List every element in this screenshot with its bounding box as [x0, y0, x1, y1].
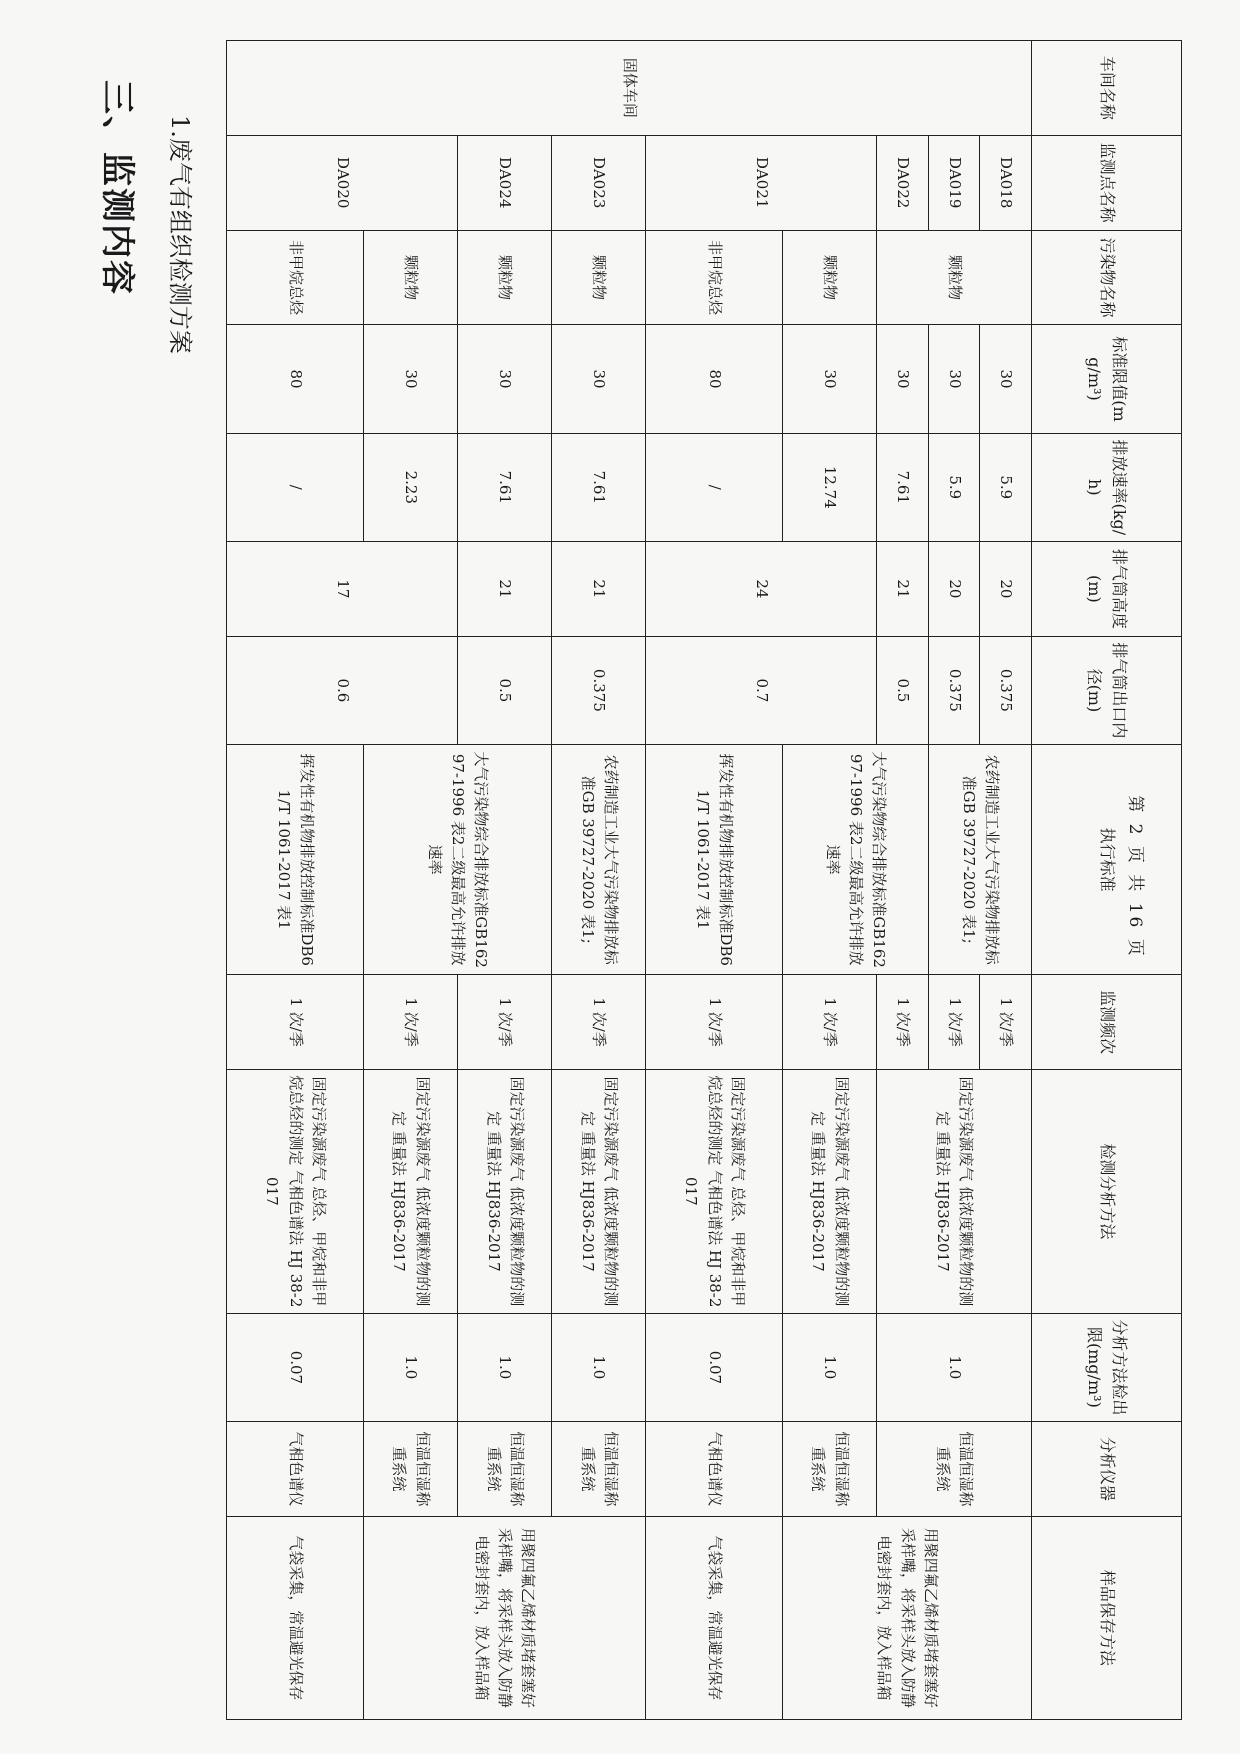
rate-cell: 5.9 — [928, 433, 980, 541]
pollutant-cell: 非甲烷总烃 — [227, 230, 364, 325]
frequency-cell: 1 次/季 — [928, 975, 980, 1070]
instrument-cell: 恒温恒湿称重系统 — [782, 1422, 876, 1517]
standard-cell: 大气污染物综合排放标准GB16297-1996 表2二级最高允许排放速率 — [363, 745, 551, 975]
header-detect-limit: 分析方法检出限(mg/m³) — [1032, 1313, 1182, 1421]
detect-limit-cell: 1.0 — [457, 1313, 551, 1421]
detect-limit-cell: 1.0 — [877, 1313, 1032, 1421]
diameter-cell: 0.375 — [980, 636, 1032, 744]
limit-cell: 30 — [877, 325, 929, 433]
method-cell: 固定污染源废气 低浓度颗粒物的测定 重量法 HJ836-2017 — [363, 1070, 457, 1314]
monitoring-table — [226, 40, 1182, 1720]
limit-cell: 80 — [646, 325, 783, 433]
preservation-cell: 用聚四氟乙烯材质堵套塞好采样嘴，将采样头放入防静电密封套内，放入样品箱 — [363, 1516, 645, 1719]
diameter-cell: 0.5 — [457, 636, 551, 744]
header-method: 检测分析方法 — [1032, 1070, 1182, 1314]
method-cell: 固定污染源废气 低浓度颗粒物的测定 重量法 HJ836-2017 — [782, 1070, 876, 1314]
limit-cell: 30 — [782, 325, 876, 433]
header-workshop: 车间名称 — [1032, 41, 1182, 136]
header-point: 监测点名称 — [1032, 135, 1182, 230]
header-standard: 执行标准 — [1032, 745, 1182, 975]
rate-cell: / — [227, 433, 364, 541]
rate-cell: 2.23 — [363, 433, 457, 541]
table-row — [646, 41, 783, 1720]
height-cell: 21 — [552, 541, 646, 636]
detect-limit-cell: 1.0 — [782, 1313, 876, 1421]
preservation-cell: 气袋采集，常温避光保存 — [646, 1516, 783, 1719]
preservation-cell: 气袋采集，常温避光保存 — [227, 1516, 364, 1719]
rate-cell: 7.61 — [457, 433, 551, 541]
frequency-cell: 1 次/季 — [552, 975, 646, 1070]
diameter-cell: 0.5 — [877, 636, 929, 744]
standard-cell: 农药制造工业大气污染物排放标准GB 39727-2020 表1; — [928, 745, 1031, 975]
height-cell: 21 — [877, 541, 929, 636]
frequency-cell: 1 次/季 — [363, 975, 457, 1070]
rate-cell: 7.61 — [877, 433, 929, 541]
method-cell: 固定污染源废气 低浓度颗粒物的测定 重量法 HJ836-2017 — [877, 1070, 1032, 1314]
point-cell: DA023 — [552, 135, 646, 230]
header-height: 排气筒高度(m) — [1032, 541, 1182, 636]
page-footer: 第 2 页 共 16 页 — [1125, 795, 1145, 959]
frequency-cell: 1 次/季 — [646, 975, 783, 1070]
diameter-cell: 0.375 — [552, 636, 646, 744]
table-row — [552, 41, 646, 1720]
table-row — [980, 41, 1032, 1720]
rate-cell: / — [646, 433, 783, 541]
standard-cell: 挥发性有机物排放控制标准DB61/T 1061-2017 表1 — [227, 745, 364, 975]
height-cell: 21 — [457, 541, 551, 636]
monitoring-table-wrapper — [226, 40, 1182, 1720]
instrument-cell: 气相色谱仪 — [227, 1422, 364, 1517]
method-cell: 固定污染源废气 低浓度颗粒物的测定 重量法 HJ836-2017 — [552, 1070, 646, 1314]
pollutant-cell: 颗粒物 — [552, 230, 646, 325]
pollutant-cell: 颗粒物 — [457, 230, 551, 325]
height-cell: 17 — [227, 541, 458, 636]
rate-cell: 12.74 — [782, 433, 876, 541]
pollutant-cell: 颗粒物 — [782, 230, 876, 325]
point-cell: DA018 — [980, 135, 1032, 230]
pollutant-cell: 颗粒物 — [363, 230, 457, 325]
point-cell: DA021 — [646, 135, 877, 230]
instrument-cell: 恒温恒湿称重系统 — [363, 1422, 457, 1517]
method-cell: 固定污染源废气 低浓度颗粒物的测定 重量法 HJ836-2017 — [457, 1070, 551, 1314]
frequency-cell: 1 次/季 — [980, 975, 1032, 1070]
header-instrument: 分析仪器 — [1032, 1422, 1182, 1517]
diameter-cell: 0.375 — [928, 636, 980, 744]
frequency-cell: 1 次/季 — [457, 975, 551, 1070]
detect-limit-cell: 1.0 — [552, 1313, 646, 1421]
header-pollutant: 污染物名称 — [1032, 230, 1182, 325]
detect-limit-cell: 1.0 — [363, 1313, 457, 1421]
detect-limit-cell: 0.07 — [227, 1313, 364, 1421]
pollutant-cell: 颗粒物 — [877, 230, 1032, 325]
rate-cell: 7.61 — [552, 433, 646, 541]
frequency-cell: 1 次/季 — [782, 975, 876, 1070]
standard-cell: 大气污染物综合排放标准GB16297-1996 表2二级最高允许排放速率 — [782, 745, 928, 975]
header-rate: 排放速率(kg/h) — [1032, 433, 1182, 541]
header-frequency: 监测频次 — [1032, 975, 1182, 1070]
height-cell: 20 — [980, 541, 1032, 636]
preservation-cell: 用聚四氟乙烯材质堵套塞好采样嘴，将采样头放入防静电密封套内，放入样品箱 — [782, 1516, 1031, 1719]
point-cell: DA019 — [928, 135, 980, 230]
limit-cell: 30 — [552, 325, 646, 433]
height-cell: 20 — [928, 541, 980, 636]
limit-cell: 30 — [457, 325, 551, 433]
header-diameter: 排气筒出口内径(m) — [1032, 636, 1182, 744]
method-cell: 固定污染源废气 总烃、甲烷和非甲烷总烃的测定 气相色谱法 HJ 38-2017 — [646, 1070, 783, 1314]
table-row — [457, 41, 551, 1720]
pollutant-cell: 非甲烷总烃 — [646, 230, 783, 325]
header-preservation: 样品保存方法 — [1032, 1516, 1182, 1719]
header-limit: 标准限值(mg/m³) — [1032, 325, 1182, 433]
limit-cell: 30 — [363, 325, 457, 433]
workshop-cell: 固体车间 — [227, 41, 1032, 136]
method-cell: 固定污染源废气 总烃、甲烷和非甲烷总烃的测定 气相色谱法 HJ 38-2017 — [227, 1070, 364, 1314]
frequency-cell: 1 次/季 — [227, 975, 364, 1070]
frequency-cell: 1 次/季 — [877, 975, 929, 1070]
detect-limit-cell: 0.07 — [646, 1313, 783, 1421]
point-cell: DA024 — [457, 135, 551, 230]
table-row — [227, 41, 364, 1720]
limit-cell: 80 — [227, 325, 364, 433]
section-title: 三、监测内容 — [97, 80, 137, 296]
rate-cell: 5.9 — [980, 433, 1032, 541]
point-cell: DA020 — [227, 135, 458, 230]
standard-cell: 农药制造工业大气污染物排放标准GB 39727-2020 表1; — [552, 745, 646, 975]
height-cell: 24 — [646, 541, 877, 636]
diameter-cell: 0.6 — [227, 636, 458, 744]
instrument-cell: 恒温恒湿称重系统 — [457, 1422, 551, 1517]
point-cell: DA022 — [877, 135, 929, 230]
diameter-cell: 0.7 — [646, 636, 877, 744]
subsection-title: 1.废气有组织检测方案 — [166, 115, 194, 354]
standard-cell: 挥发性有机物排放控制标准DB61/T 1061-2017 表1 — [646, 745, 783, 975]
instrument-cell: 恒温恒湿称重系统 — [877, 1422, 1032, 1517]
instrument-cell: 恒温恒湿称重系统 — [552, 1422, 646, 1517]
limit-cell: 30 — [980, 325, 1032, 433]
instrument-cell: 气相色谱仪 — [646, 1422, 783, 1517]
limit-cell: 30 — [928, 325, 980, 433]
header-row — [1032, 41, 1182, 1720]
